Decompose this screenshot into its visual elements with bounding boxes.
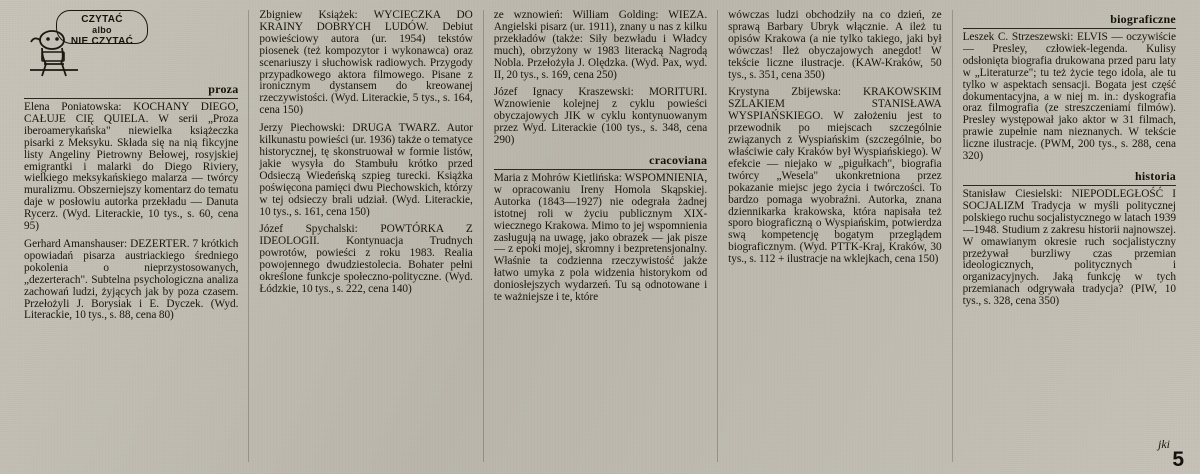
entry-strzeszewski: Leszek C. Strzeszewski: ELVIS — oczywiście — Presley, człowiek-legenda. Kulisy odsłonięta biografia drukowana przed paru laty w „Literaturze"; tu też życie tego idola, ale tu tylko w aspektach sensacji. Bogata jest część dokumentacyjna, a w niej m. in.: dyskografia oraz filmografia (ze streszczeniami filmów). Presley występował jako aktor w 31 filmach, prawie zupełnie nam nieznanych. W tekście liczne ilustracje. (PWM, 200 tys., s. 288, cena 320) — [962, 31, 1176, 163]
entry-ksiazek: Zbigniew Książek: WYCIECZKA DO KRAINY DOBRYCH LUDÓW. Debiut powieściowy autora (ur. 1954) tekstów piosenek (też kompozytor i wykonawca) oraz scenariuszy i słuchowisk radiowych. Przygody przypadkowego aktora filmowego. Pisane z ironicznym dystansem do kreowanej rzeczywistości. (Wyd. Literackie, 5 tys., s. 164, cena 150) — [259, 10, 473, 117]
entry-piechowski: Jerzy Piechowski: DRUGA TWARZ. Autor kilkunastu powieści (ur. 1936) także o tematyce historycznej, tę skonstruował w formie listów, jakie wysyła do Stambułu krótko przed Odsieczą Wiedeńską szpieg turecki. Książka poświęcona pamięci dwu Piechowskich, którzy w tej odsieczy brali udział. (Wyd. Literackie, 10 tys., s. 161, cena 150) — [259, 122, 473, 218]
entry-ciesielski: Stanisław Ciesielski: NIEPODLEGŁOŚĆ I SOCJALIZM Tradycja w myśli politycznej polskiego ruchu socjalistycznego w latach 1939—1948. Studium z zakresu historii najnowszej. W omawianym okresie ruch socjalistyczny przeżywał burzliwy czas przemian ideologicznych, politycznych i organizacyjnych. Jaką funkcję w tych przemianach odgrywała tradycja? (PIW, 10 tys., s. 328, cena 350) — [962, 187, 1176, 308]
column-4 — [717, 10, 951, 462]
section-header-proza-label: proza — [208, 82, 239, 96]
masthead-line3: NIE CZYTAĆ — [70, 36, 134, 47]
entry-poniatowska: Elena Poniatowska: KOCHANY DIEGO, CAŁUJE CIĘ QUIELA. W serii „Proza iberoamerykańska" niewielka książeczka pisarki z Meksyku. Składa się na nią fikcyjne listy Angeliny Pietrowny Bełowej, rosyjskiej emigrantki i malarki do Diego Riviery, wielkiego meksykańskiego malarza — twórcy muralizmu. Obszerniejszy komentarz do tematu daje w posłowiu autorka przekładu — Danuta Rycerz. (Wyd. Literackie, 10 tys., s. 60, cena 95) — [24, 101, 239, 233]
masthead-line1: CZYTAĆ — [81, 14, 123, 25]
section-header-biograficzne-label: biograficzne — [1110, 12, 1176, 26]
section-header-cracoviana-label: cracoviana — [649, 152, 708, 167]
entry-kraszewski: Józef Ignacy Kraszewski: MORITURI. Wznowienie kolejnej z cyklu powieści obyczajowych JIK w cyklu kontynuowanym przez Wyd. Literackie (100 tys., s. 348, cena 290) — [493, 86, 708, 147]
section-header-historia — [963, 169, 1176, 186]
masthead-logo — [26, 10, 176, 78]
page-number: 5 — [1172, 448, 1184, 471]
section-header-cracoviana — [494, 153, 707, 170]
section-rule — [24, 98, 238, 99]
entry-amanshauser: Gerhard Amanshauser: DEZERTER. 7 krótkich opowiadań pisarza austriackiego średniego pokolenia o nieprzystosowanych, „dezerterach". Subtelna psychologiczna analiza zachowań ludzi, żyjących jak by poza czasem. Przełożyli J. Borysiak i E. Dyczek. (Wyd. Literackie, 10 tys., s. 88, cena 80) — [24, 237, 239, 322]
section-rule — [494, 169, 707, 170]
masthead-line2: albo — [92, 25, 112, 35]
section-rule — [963, 28, 1176, 29]
entry-kietlinska: Maria z Mohrów Kietlińska: WSPOMNIENIA, w opracowaniu Ireny Homola Skąpskiej. Autorka (1843—1927) nie odegrała żadnej istotnej roli w życiu publicznym XIX-wiecznego Krakowa. Mimo to jej wspomnienia zasługują na uwagę, jako obrazek — jak pisze — z epoki mojej, skromny i bezpretensjonalny. Właśnie ta codzienna rzeczywistość jakże łatwo umyka z pola widzenia historykom od doniosłejszych wydarzeń. Tu są odnotowane i te ważniejsze i te, które — [493, 171, 708, 304]
column-3 — [483, 10, 717, 462]
entry-kietlinska-continued: wówczas ludzi obchodziły na co dzień, ze sprawą Barbary Ubryk włącznie. A ileż tu opisów Krakowa (a nie tylko takiego, jaki był wówczas! Ileż obyczajowych anegdot! W tekście liczne ilustracje. (KAW-Kraków, 50 tys., s. 351, cena 350) — [728, 10, 942, 81]
person-reading-drawing-icon — [26, 26, 86, 78]
section-rule — [963, 185, 1176, 186]
section-header-historia-label: historia — [1135, 168, 1176, 183]
section-header-proza — [24, 82, 238, 99]
entry-spychalski: Józef Spychalski: POWTÓRKA Z IDEOLOGII. Kontynuacja Trudnych powrotów, powieści z roku 1983. Realia powojennego dwudziestolecia. Bohater pełni określone funkcje społeczno-polityczne. (Wyd. Łódzkie, 10 tys., s. 222, cena 140) — [259, 223, 473, 295]
column-2 — [248, 10, 482, 462]
article-columns — [14, 10, 1186, 462]
column-1 — [14, 10, 248, 462]
entry-zbijewska: Krystyna Zbijewska: KRAKOWSKIM SZLAKIEM STANISŁAWA WYSPIAŃSKIEGO. W założeniu jest to przewodnik po miejscach szczególnie związanych z Wyspiańskim (szczególnie, bo właściwie cały Kraków był Wyspiańskiego). W efekcie — niejako w „pigułkach", biografia twórcy „Wesela" ukonkretniona przez pokazanie miejsc jego życia i twórczości. To bardzo pomaga wyobraźni. Autorka, znana dziennikarka krakowska, która napisała też sporo biograficzną o Wyspiańskim, potwierdza swą kompetencję bogatym przeglądem biograficznym. (Wyd. PTTK-Kraj, Kraków, 30 tys., s. 112 + ilustracje na wklejkach, cena 150) — [728, 86, 942, 266]
entry-golding: ze wznowień: William Golding: WIEŻA. Angielski pisarz (ur. 1911), znany u nas z kilku przekładów (także: Siły bezwładu i Władcy much), obrzyżony w 1983 literacką Nagrodą Nobla. Przełożyła J. Olędzka. (Wyd. Pax, wyd. II, 20 tys., s. 169, cena 250) — [493, 10, 708, 81]
column-5 — [952, 10, 1186, 462]
author-signature: jki — [1158, 437, 1170, 451]
section-header-biograficzne — [963, 12, 1176, 29]
